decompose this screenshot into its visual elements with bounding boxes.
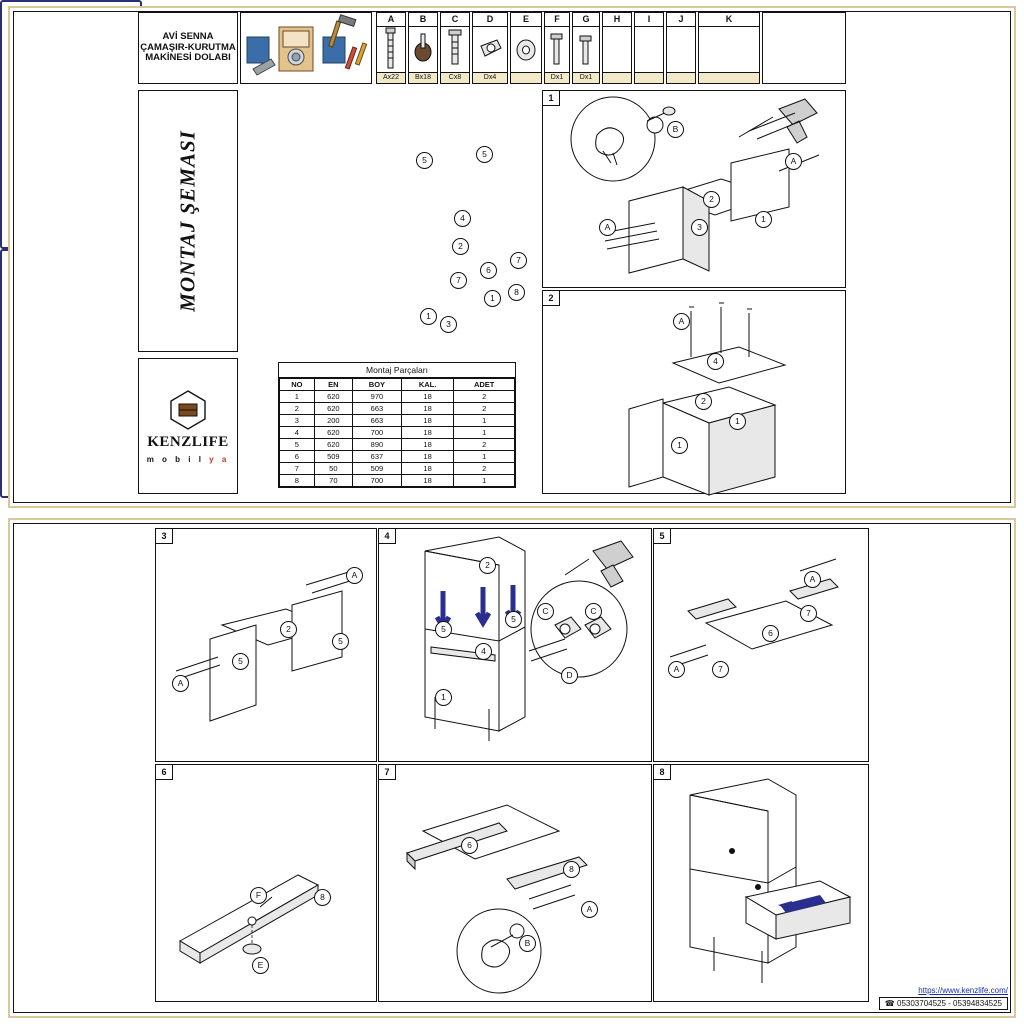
table-header-row bbox=[280, 379, 515, 391]
callout-part-6-s5: 6 bbox=[762, 625, 779, 642]
table-row: 5 620 890 18 2 bbox=[280, 439, 515, 451]
step-panel-5 bbox=[653, 528, 869, 762]
callout-part-7: 7 bbox=[510, 252, 527, 269]
hardware-qty-E bbox=[511, 72, 541, 83]
hardware-letter-K: K bbox=[699, 13, 759, 27]
callout-part-1b: 1 bbox=[484, 290, 501, 307]
callout-part-2-s4: 2 bbox=[479, 557, 496, 574]
empty-icon bbox=[699, 26, 759, 73]
hexagon-logo-icon bbox=[165, 388, 211, 430]
table-row: 7 50 509 18 2 bbox=[280, 463, 515, 475]
hardware-cell-E bbox=[510, 12, 542, 84]
footer-contact bbox=[879, 986, 1008, 1010]
confirmat-screw-icon bbox=[377, 26, 405, 73]
callout-part-2-s2: 2 bbox=[695, 393, 712, 410]
callout-B: B bbox=[667, 121, 684, 138]
hardware-qty-H bbox=[603, 72, 631, 83]
hardware-letter-E: E bbox=[511, 13, 541, 27]
step-number-5: 5 bbox=[654, 529, 671, 544]
col-boy: BOY bbox=[352, 379, 401, 391]
table-row: 8 70 700 18 1 bbox=[280, 475, 515, 487]
step-number-7: 7 bbox=[379, 765, 396, 780]
empty-icon bbox=[635, 26, 663, 73]
callout-part-1-s1: 1 bbox=[755, 211, 772, 228]
table-row: 3 200 663 18 1 bbox=[280, 415, 515, 427]
bolt-icon bbox=[545, 26, 569, 73]
empty-icon bbox=[603, 26, 631, 73]
col-no: NO bbox=[280, 379, 315, 391]
hardware-qty-I bbox=[635, 72, 663, 83]
table-row: 2 620 663 18 2 bbox=[280, 403, 515, 415]
product-title-box bbox=[138, 12, 238, 84]
hardware-cell-blank bbox=[762, 12, 846, 84]
hardware-letter-H: H bbox=[603, 13, 631, 27]
hardware-cell-J bbox=[666, 12, 696, 84]
empty-icon bbox=[667, 26, 695, 73]
step-number-2: 2 bbox=[543, 291, 560, 306]
callout-part-5: 5 bbox=[416, 152, 433, 169]
hardware-cell-G bbox=[572, 12, 600, 84]
hardware-cell-B bbox=[408, 12, 438, 84]
callout-part-4-s4: 4 bbox=[475, 643, 492, 660]
callout-part-1b-s2: 1 bbox=[671, 437, 688, 454]
col-kal: KAL. bbox=[401, 379, 453, 391]
brand-subtitle: m o b i l y a bbox=[146, 455, 230, 464]
hardware-qty-C: Cx8 bbox=[441, 72, 469, 83]
callout-part-1-s4: 1 bbox=[435, 689, 452, 706]
callout-A-s3: A bbox=[346, 567, 363, 584]
hardware-letter-C: C bbox=[441, 13, 469, 27]
callout-part-5b-s4: 5 bbox=[505, 611, 522, 628]
callout-A2: A bbox=[599, 219, 616, 236]
hardware-qty-B: Bx18 bbox=[409, 72, 437, 83]
washer-icon bbox=[511, 26, 541, 73]
callout-part-8: 8 bbox=[508, 284, 525, 301]
step-number-4: 4 bbox=[379, 529, 396, 544]
hardware-letter-J: J bbox=[667, 13, 695, 27]
euro-screw-icon bbox=[441, 26, 469, 73]
callout-part-5b-s3: 5 bbox=[232, 653, 249, 670]
callout-part-3: 3 bbox=[440, 316, 457, 333]
cam-lock-icon bbox=[473, 26, 507, 73]
callout-A: A bbox=[785, 153, 802, 170]
cam-dowel-icon bbox=[409, 26, 437, 73]
callout-A2-s3: A bbox=[172, 675, 189, 692]
callout-part-3-s1: 3 bbox=[691, 219, 708, 236]
hardware-cell-D bbox=[472, 12, 508, 84]
callout-part-8-s6: 8 bbox=[314, 889, 331, 906]
callout-C-s4: C bbox=[537, 603, 554, 620]
hardware-qty-A: Ax22 bbox=[377, 72, 405, 83]
screw-icon bbox=[573, 26, 599, 73]
hardware-qty-F: Dx1 bbox=[545, 72, 569, 83]
parts-table-caption: Montaj Parçaları bbox=[279, 363, 515, 378]
callout-D-s4: D bbox=[561, 667, 578, 684]
step-panel-1 bbox=[542, 90, 846, 288]
brand-name: KENZLIFE bbox=[147, 434, 229, 450]
hardware-cell-I bbox=[634, 12, 664, 84]
callout-part-4: 4 bbox=[454, 210, 471, 227]
hardware-letter-D: D bbox=[473, 13, 507, 27]
hardware-cell-F bbox=[544, 12, 570, 84]
callout-part-5b: 5 bbox=[476, 146, 493, 163]
hardware-qty-G: Dx1 bbox=[573, 72, 599, 83]
table-row: 1 620 970 18 2 bbox=[280, 391, 515, 403]
hardware-letter-F: F bbox=[545, 13, 569, 27]
step-panel-8 bbox=[653, 764, 869, 1002]
website-url[interactable]: https://www.kenzlife.com/ bbox=[918, 986, 1008, 995]
callout-E-s6: E bbox=[252, 957, 269, 974]
phone-icon: ☎ bbox=[884, 999, 895, 1008]
callout-part-1: 1 bbox=[420, 308, 437, 325]
hardware-cell-H bbox=[602, 12, 632, 84]
col-en: EN bbox=[314, 379, 352, 391]
callout-C2-s4: C bbox=[585, 603, 602, 620]
montaj-semasi-text: MONTAJ ŞEMASI bbox=[175, 130, 200, 312]
callout-part-8-s7: 8 bbox=[563, 861, 580, 878]
callout-part-2-s1: 2 bbox=[703, 191, 720, 208]
hardware-qty-D: Dx4 bbox=[473, 72, 507, 83]
step-panel-2 bbox=[542, 290, 846, 494]
table-row: 6 509 637 18 1 bbox=[280, 451, 515, 463]
hardware-qty-J bbox=[667, 72, 695, 83]
hardware-cell-K bbox=[698, 12, 760, 84]
hardware-cell-A bbox=[376, 12, 406, 84]
step-panel-3 bbox=[155, 528, 377, 762]
sheet-side-label bbox=[138, 90, 238, 352]
product-title: AVİ SENNA ÇAMAŞIR-KURUTMA MAKİNESİ DOLABI bbox=[140, 30, 236, 64]
hardware-qty-K bbox=[699, 72, 759, 83]
callout-A2-s5: A bbox=[668, 661, 685, 678]
table-row: 4 620 700 18 1 bbox=[280, 427, 515, 439]
callout-part-1-s2: 1 bbox=[729, 413, 746, 430]
callout-part-2-s3: 2 bbox=[280, 621, 297, 638]
callout-A-s5: A bbox=[804, 571, 821, 588]
hardware-cell-C bbox=[440, 12, 470, 84]
hardware-letter-A: A bbox=[377, 13, 405, 27]
callout-part-4-s2: 4 bbox=[707, 353, 724, 370]
step-panel-7 bbox=[378, 764, 652, 1002]
hardware-letter-G: G bbox=[573, 13, 599, 27]
callout-B-s7: B bbox=[519, 935, 536, 952]
col-adet: ADET bbox=[454, 379, 515, 391]
callout-A-s7: A bbox=[581, 901, 598, 918]
product-photo bbox=[240, 12, 372, 84]
hardware-letter-B: B bbox=[409, 13, 437, 27]
phone-numbers: 05303704525 - 05394834525 bbox=[897, 999, 1002, 1008]
parts-table bbox=[278, 362, 516, 488]
step-number-6: 6 bbox=[156, 765, 173, 780]
callout-part-5-s3: 5 bbox=[332, 633, 349, 650]
step-panel-4 bbox=[378, 528, 652, 762]
step-number-8: 8 bbox=[654, 765, 671, 780]
callout-part-7b: 7 bbox=[450, 272, 467, 289]
callout-part-6: 6 bbox=[480, 262, 497, 279]
callout-part-2: 2 bbox=[452, 238, 469, 255]
step-panel-6 bbox=[155, 764, 377, 1002]
step-number-1: 1 bbox=[543, 91, 560, 106]
callout-A-s2: A bbox=[673, 313, 690, 330]
callout-F-s6: F bbox=[250, 887, 267, 904]
phone-box bbox=[879, 997, 1008, 1010]
callout-part-7-s5: 7 bbox=[800, 605, 817, 622]
callout-part-6-s7: 6 bbox=[461, 837, 478, 854]
callout-part-5-s4: 5 bbox=[435, 621, 452, 638]
hardware-letter-I: I bbox=[635, 13, 663, 27]
callout-part-7b-s5: 7 bbox=[712, 661, 729, 678]
brand-logo-box bbox=[138, 358, 238, 494]
step-number-3: 3 bbox=[156, 529, 173, 544]
